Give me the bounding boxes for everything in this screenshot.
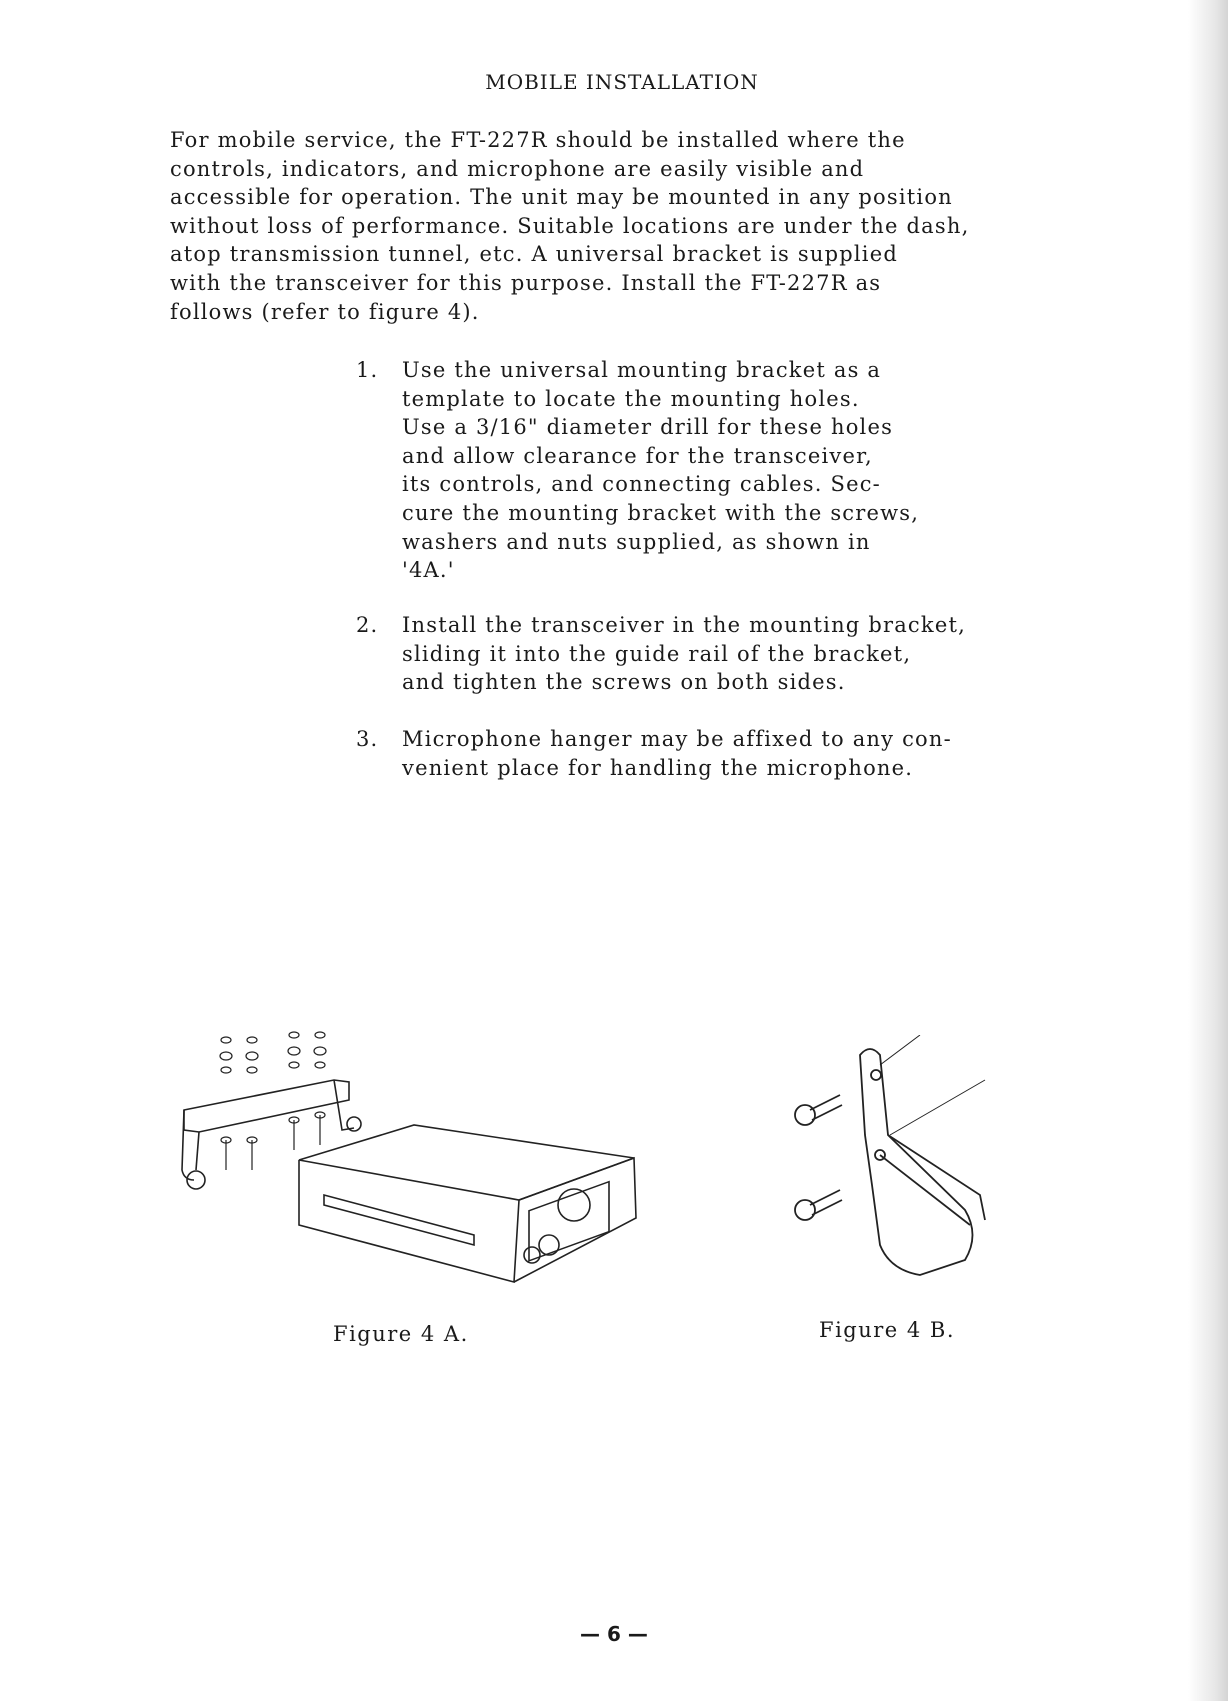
intro-line: controls, indicators, and microphone are easily visible and bbox=[170, 156, 865, 181]
step-line: sliding it into the guide rail of the bracket, bbox=[402, 641, 912, 666]
step-number: 3. bbox=[356, 727, 379, 751]
step-line: '4A.' bbox=[402, 558, 455, 583]
step-line: Use the universal mounting bracket as a bbox=[402, 358, 882, 382]
step-number: 1. bbox=[356, 358, 379, 382]
screw-icon bbox=[795, 1095, 842, 1125]
step-line: template to locate the mounting holes. bbox=[402, 386, 860, 411]
figure-4b-illustration bbox=[780, 1035, 1065, 1295]
figure-4a-illustration bbox=[174, 1020, 654, 1285]
page-number: — 6 — bbox=[580, 1622, 648, 1646]
intro-line: For mobile service, the FT-227R should be installed where the bbox=[170, 128, 906, 152]
step-line: cure the mounting bracket with the screws, bbox=[402, 500, 920, 525]
intro-paragraph bbox=[170, 126, 1050, 326]
intro-line: without loss of performance. Suitable locations are under the dash, bbox=[170, 213, 970, 238]
intro-line: accessible for operation. The unit may be mounted in any position bbox=[170, 185, 953, 210]
step-line: venient place for handling the microphone. bbox=[402, 755, 914, 780]
screw-icon bbox=[795, 1190, 842, 1220]
step-line: washers and nuts supplied, as shown in bbox=[402, 529, 871, 554]
page-title: MOBILE INSTALLATION bbox=[485, 70, 759, 94]
step-number: 2. bbox=[356, 613, 379, 637]
figure-4a-caption: Figure 4 A. bbox=[333, 1322, 469, 1346]
step-line: and allow clearance for the transceiver, bbox=[402, 443, 873, 468]
step-line: its controls, and connecting cables. Sec- bbox=[402, 472, 881, 497]
step-line: Install the transceiver in the mounting bracket, bbox=[402, 613, 966, 637]
step-line: Use a 3/16" diameter drill for these holes bbox=[402, 415, 894, 440]
step-line: Microphone hanger may be affixed to any con- bbox=[402, 727, 952, 751]
figure-4b-caption: Figure 4 B. bbox=[819, 1318, 956, 1342]
intro-line: with the transceiver for this purpose. Install the FT-227R as bbox=[170, 270, 882, 295]
intro-line: atop transmission tunnel, etc. A universal bracket is supplied bbox=[170, 242, 898, 267]
step-line: and tighten the screws on both sides. bbox=[402, 670, 846, 695]
intro-line: follows (refer to figure 4). bbox=[170, 299, 480, 324]
page-edge-shadow bbox=[1188, 0, 1228, 1701]
